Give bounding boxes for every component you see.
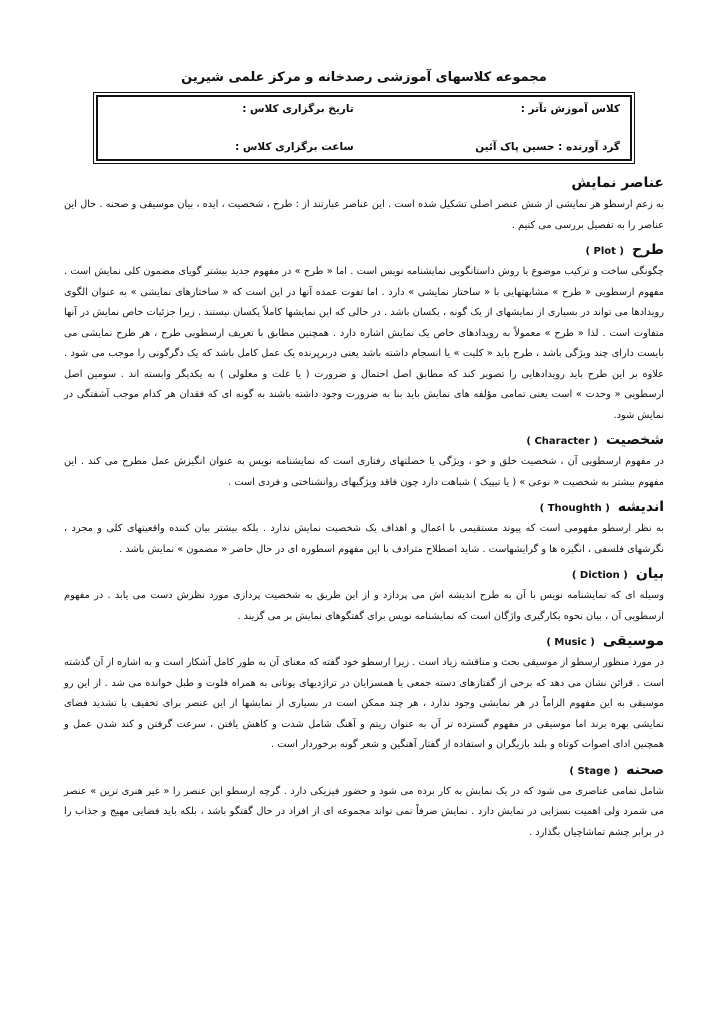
section-heading: صحنه( Stage ) bbox=[569, 761, 664, 778]
section-music bbox=[64, 633, 664, 756]
class-time: ساعت برگزاری کلاس : bbox=[235, 141, 354, 153]
class-info-box bbox=[96, 95, 632, 161]
section-diction bbox=[64, 566, 664, 627]
document-page bbox=[64, 70, 664, 845]
section-body: به زعم ارسطو هر نمایشی از شش عنصر اصلی تشکیل شده است . این عناصر عبارتند از : طرح ، شخصیت ، ایده ، بیان موسیقی و صحنه . حال این عناصر را به تفصیل بررسی می کنیم . bbox=[64, 199, 664, 231]
section-body: وسیله ای که نمایشنامه نویس با آن به طرح اندیشه اش می پردازد و از این طریق به شخصیت پردازی مورد نظرش دست می یابد . در مفهوم ارسطویی آن ، بیان نحوه بکارگیری واژگان است که نمایشنامه نویس برای گفتگوهای نمایش بر می گزیند . bbox=[64, 590, 664, 622]
section-latin-title: ( Thoughth ) bbox=[539, 503, 610, 514]
section-latin-title: ( Music ) bbox=[546, 637, 595, 648]
section-body: شامل تمامی عناصری می شود که در یک نمایش به کار برده می شود و حضور فیزیکی دارد . گرچه ارسطو این عنصر را « غیر هنری ترین » عنصر می شمرد ولی اهمیت بسزایی در نمایش دارد . نمایش صرفاً نمی تواند مجموعه ای از افراد در حال گفتگو باشد ، بلکه باید فضایی مهیج و جذاب را در برابر چشم تماشاچیان بگذارد . bbox=[64, 785, 664, 838]
section-heading: شخصیت( Character ) bbox=[526, 432, 664, 448]
class-date: تاریخ برگزاری کلاس : bbox=[242, 103, 354, 115]
page-title: مجموعه کلاسهای آموزشی رصدخانه و مرکز علمی شیرین bbox=[181, 70, 547, 85]
section-body: در مورد منظور ارسطو از موسیقی بحث و مناقشه زیاد است . زیرا ارسطو خود گفته که معنای آن به طور کامل آشکار است و به اشاره از آن گذشته است . قرائن نشان می دهد که برخی از گفتارهای دسته جمعی یا همسرایان در تراژدیهای یونانی به همراه فلوت و طبل خوانده می شد . از این رو موسیقی به این مفهوم الزاماً در هر نمایشی وجود ندارد ، هر چند ممکن است در بسیاری از نمایشها از این عنصر برای تخفیف یا تشدید فضای نمایشی بهره برند اما موسیقی در مفهوم گسترده تر آن به عنوان ریتم و آهنگ شامل شدت و کاهش یافتن ، سرعت گرفتن و کند شدن عمل و همچنین ادای اصوات کوتاه و بلند بازیگران و استفاده از گفتار آهنگین و شعر گونه برخوردار است . bbox=[64, 657, 664, 750]
section-body: چگونگی ساخت و ترکیب موضوع یا روش داستانگویی نمایشنامه نویس است . اما « طرح » در مفهوم جدید بیشتر گویای مضمون کلی نمایش است . مفهوم ارسطویی « طرح » مشابهتهایی با « ساختار نمایشی » دارد . اما تفوت عمده آنها در این است که « ساختارهای نمایشی » به عنوان الگوی رویدادها می تواند در بسیاری از نمایشهای از یک گونه ، یکسان باشد . در حالی که این نمایشها کاملاً یکسان نیستند . زیرا جزئیات خاص نمایش در آنها متفاوت است . لذا « طرح » معمولاً به رویدادهای خاص یک نمایش اشاره دارد . همچنین مطابق با تعریف ارسطویی طرح ، هر طرح نمایشی می بایست دارای چند ویژگی باشد ، طرح باید « کلیت » یا انسجام داشته باشد یعنی دربرپرنده یک عمل کامل باشد که یک دگرگونی را موجب می شود . علاوه بر این طرح باید رویدادهایی را تصویر کند که مطابق اصل احتمال و ضرورت ( یا علت و معلولی ) به یکدیگر وابسته اند . سومین اصل ارسطویی « وحدت » است یعنی تمامی مؤلفه های نمایش باید بنا به ضرورت وجود داشته باشند به گونه ای که فقدان هر کدام موجب آشفتگی در نمایش شود. bbox=[64, 266, 664, 421]
class-name: کلاس آموزش تآتر : bbox=[520, 103, 620, 115]
section-heading: اندیشه( Thoughth ) bbox=[539, 499, 664, 515]
compiler-name: گرد آورنده : حسین پاک آئین bbox=[475, 141, 620, 153]
section-latin-title: ( Plot ) bbox=[585, 246, 624, 257]
section-stage bbox=[64, 762, 664, 844]
section-heading: بیان( Diction ) bbox=[571, 566, 664, 582]
section-heading: موسیقی( Music ) bbox=[546, 633, 664, 649]
section-latin-title: ( Stage ) bbox=[569, 765, 619, 777]
info-row-2 bbox=[108, 141, 620, 153]
section-latin-title: ( Diction ) bbox=[571, 570, 628, 581]
section-heading: عناصر نمایش bbox=[571, 175, 664, 191]
section-elements bbox=[64, 175, 664, 236]
section-plot bbox=[64, 242, 664, 426]
section-body: به نظر ارسطو مفهومی است که پیوند مستقیمی با اعمال و اهداف یک شخصیت نمایش ندارد . بلکه بیشتر بیان کننده واقعیتهای کلی و مجرد ، نگرشهای فلسفی ، انگیزه ها و گرایشهاست . شاید اصطلاح مترادف با این مفهوم اسطوره ای در حال حاضر « مضمون » نمایش باشد . bbox=[64, 523, 664, 555]
section-character bbox=[64, 432, 664, 493]
section-latin-title: ( Character ) bbox=[526, 436, 598, 447]
section-thought bbox=[64, 499, 664, 560]
section-heading: طرح( Plot ) bbox=[585, 242, 664, 258]
info-row-1 bbox=[108, 103, 620, 115]
section-body: در مفهوم ارسطویی آن ، شخصیت خلق و خو ، ویژگی یا خصلتهای رفتاری است که نمایشنامه نویس به عنوان انگیزش عمل مطرح می کند . این مفهوم بیشتر به شخصیت « نوعی » ( یا تیپیک ) شباهت دارد چون فاقد ویژگیهای روانشناختی و فردی است . bbox=[64, 456, 664, 488]
